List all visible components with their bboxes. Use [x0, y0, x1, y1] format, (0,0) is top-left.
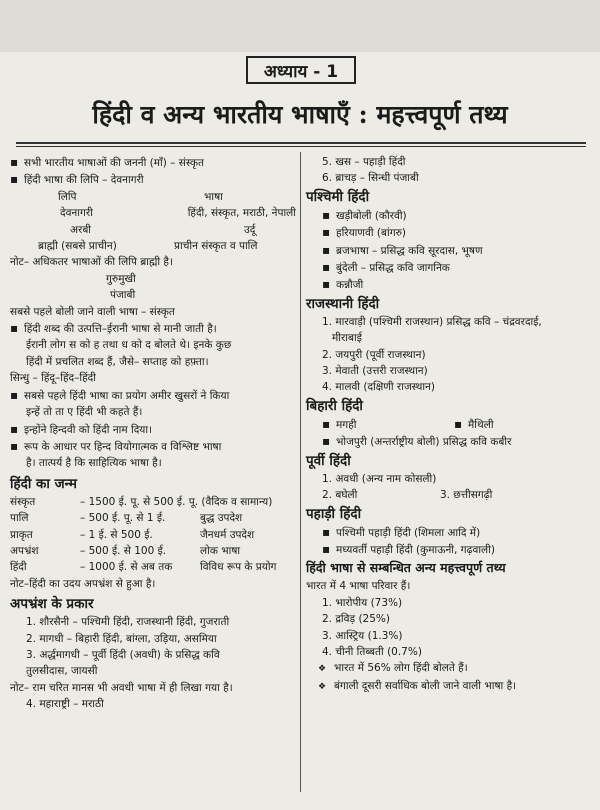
lipi-header: लिपि [58, 190, 77, 203]
table-row: अरबी उर्दू [70, 223, 256, 236]
list-item: 4. मालवी (दक्षिणी राजस्थान) [322, 381, 435, 394]
list-item: ▪ भोजपुरी (अन्तर्राष्ट्रीय बोली) प्रसिद्ध कवि कबीर [306, 433, 594, 450]
list-item-cont: ईरानी लोग स को ह तथा ध को द बोलते थे। इनके कुछ [26, 339, 232, 352]
list-item: 6. ब्राचड़ – सिन्धी पंजाबी [322, 172, 419, 185]
left-column [10, 154, 296, 713]
section-heading: हिंदी भाषा से सम्बन्धित अन्य महत्त्वपूर्ण तथ्य [306, 560, 506, 576]
list-item: 3. मेवाती (उत्तरी राजस्थान) [322, 365, 428, 378]
list-item: 4. चीनी तिब्बती (0.7%) [322, 645, 422, 658]
list-item: ▪ ब्रजभाषा – प्रसिद्ध कवि सूरदास, भूषण [306, 242, 594, 259]
list-item-cont: है। तात्पर्य है कि साहित्यिक भाषा है। [26, 457, 162, 470]
list-item: 1. भारोपीय (73%) [322, 596, 403, 609]
list-item-cont: तुलसीदास, जायसी [26, 665, 98, 678]
table-row: संस्कृत – 1500 ई. पू. से 500 ई. पू. (वैदिक व सामान्य) [10, 495, 273, 508]
list-item: 4. महाराष्ट्री – मराठी [26, 698, 104, 711]
chapter-label: अध्याय - 1 [246, 56, 356, 84]
list-item: 2. बघेली [322, 489, 358, 502]
bhasha-header: भाषा [204, 190, 223, 203]
list-item-pair [306, 416, 594, 433]
table-row: देवनागरी हिंदी, संस्कृत, मराठी, नेपाली [60, 207, 296, 220]
list-item: ▪ रूप के आधार पर हिन्द वियोगात्मक व विश्लिष्ट भाषा [10, 438, 296, 455]
note: नोट– अधिकतर भाषाओं की लिपि ब्राह्मी है। [10, 256, 173, 269]
note: नोट–हिंदी का उदय अपभ्रंश से हुआ है। [10, 577, 156, 590]
list-item: ▪ हरियाणवी (बांगरु) [306, 224, 594, 241]
table-row: हिंदी – 1000 ई. से अब तक विविध रूप के प्रयोग [10, 561, 277, 574]
section-heading: पूर्वी हिंदी [306, 452, 351, 469]
list-item: ▪ मगही [322, 416, 454, 433]
list-item-cont: हिंदी में प्रचलित शब्द हैं, जैसे– सप्ताह को हफ़्ता। [26, 355, 209, 368]
table-row: अपभ्रंश – 500 ई. से 100 ई. लोक भाषा [10, 544, 241, 557]
table-row: पंजाबी [110, 289, 136, 302]
list-item: ▪ मैथिली [454, 416, 494, 433]
list-item: 1. शौरसैनी – पश्चिमी हिंदी, राजस्थानी हिंदी, गुजराती [26, 616, 230, 629]
list-item: ▪ इन्होंने हिन्दवी को हिंदी नाम दिया। [10, 421, 296, 438]
list-item: ▪ सबसे पहले हिंदी भाषा का प्रयोग अमीर खुसरों ने किया [10, 387, 296, 404]
table-row: गुरुमुखी [106, 272, 136, 285]
page-title: हिंदी व अन्य भारतीय भाषाएँ : महत्त्वपूर्ण तथ्य [92, 100, 508, 129]
list-item: 1. अवधी (अन्य नाम कोसली) [322, 472, 437, 485]
section-heading: पश्चिमी हिंदी [306, 188, 370, 205]
right-column [306, 154, 594, 695]
list-item: ▪ हिंदी भाषा की लिपि – देवनागरी [10, 171, 296, 188]
list-item: ▪ खड़ीबोली (कौरवी) [306, 207, 594, 224]
list-item: ▪ मध्यवर्ती पहाड़ी हिंदी (कुमाऊनी, गढ़वाली) [306, 541, 594, 558]
fact-line: सिन्धु – हिंदू–हिंद–हिंदी [10, 372, 96, 385]
list-item: 3. छत्तीसगढ़ी [440, 489, 493, 502]
list-item-pair [306, 487, 594, 503]
section-heading: बिहारी हिंदी [306, 397, 363, 414]
list-item-cont: इन्हें तो ता ए हिंदी भी कहते हैं। [26, 406, 143, 419]
list-item-cont: मीराबाई [332, 332, 362, 345]
table-row: ब्राह्मी (सबसे प्राचीन) प्राचीन संस्कृत व पालि [38, 240, 258, 253]
table-row: पालि – 500 ई. पू. से 1 ई. बुद्ध उपदेश [10, 512, 243, 525]
list-item: ▪ बुंदेली – प्रसिद्ध कवि जागनिक [306, 259, 594, 276]
section-heading: पहाड़ी हिंदी [306, 505, 362, 522]
section-heading: हिंदी का जन्म [10, 475, 77, 492]
list-item: 1. मारवाड़ी (पश्चिमी राजस्थान) प्रसिद्ध कवि – चंद्रवरदाई, [322, 315, 542, 328]
previous-page-bleed [0, 0, 600, 52]
list-item: 3. अर्द्धमागधी – पूर्वी हिंदी (अवधी) के प्रसिद्ध कवि [26, 648, 220, 661]
diamond-list-item: ❖ बंगाली दूसरी सर्वाधिक बोली जाने वाली भाषा है। [306, 678, 594, 695]
title-rule [16, 142, 586, 144]
section-heading: अपभ्रंश के प्रकार [10, 596, 94, 613]
diamond-list-item: ❖ भारत में 56% लोग हिंदी बोलते हैं। [306, 660, 594, 677]
title-rule-thin [16, 146, 586, 147]
list-item: 2. जयपुरी (पूर्वी राजस्थान) [322, 348, 426, 361]
table-row: प्राकृत – 1 ई. से 500 ई. जैनधर्म उपदेश [10, 528, 255, 541]
section-heading: राजस्थानी हिंदी [306, 295, 380, 312]
script-table-header [10, 189, 296, 205]
column-divider [300, 152, 301, 792]
list-item: 2. द्रविड़ (25%) [322, 613, 390, 626]
list-item: ▪ पश्चिमी पहाड़ी हिंदी (शिमला आदि में) [306, 524, 594, 541]
list-item: ▪ सभी भारतीय भाषाओं की जननी (माँ) – संस्कृत [10, 154, 296, 171]
fact-line: सबसे पहले बोली जाने वाली भाषा – संस्कृत [10, 305, 175, 318]
list-item: ▪ हिंदी शब्द की उत्पत्ति–ईरानी भाषा से मानी जाती है। [10, 320, 296, 337]
note: नोट– राम चरित मानस भी अवधी भाषा में ही लिखा गया है। [10, 681, 233, 694]
list-item: 5. खस – पहाड़ी हिंदी [322, 156, 406, 168]
list-item: ▪ कन्नौजी [306, 276, 594, 293]
list-item: 3. आस्ट्रिय (1.3%) [322, 629, 403, 642]
list-item: 2. मागधी – बिहारी हिंदी, बांग्ला, उड़िया, असमिया [26, 632, 217, 645]
fact-line: भारत में 4 भाषा परिवार हैं। [306, 580, 411, 593]
